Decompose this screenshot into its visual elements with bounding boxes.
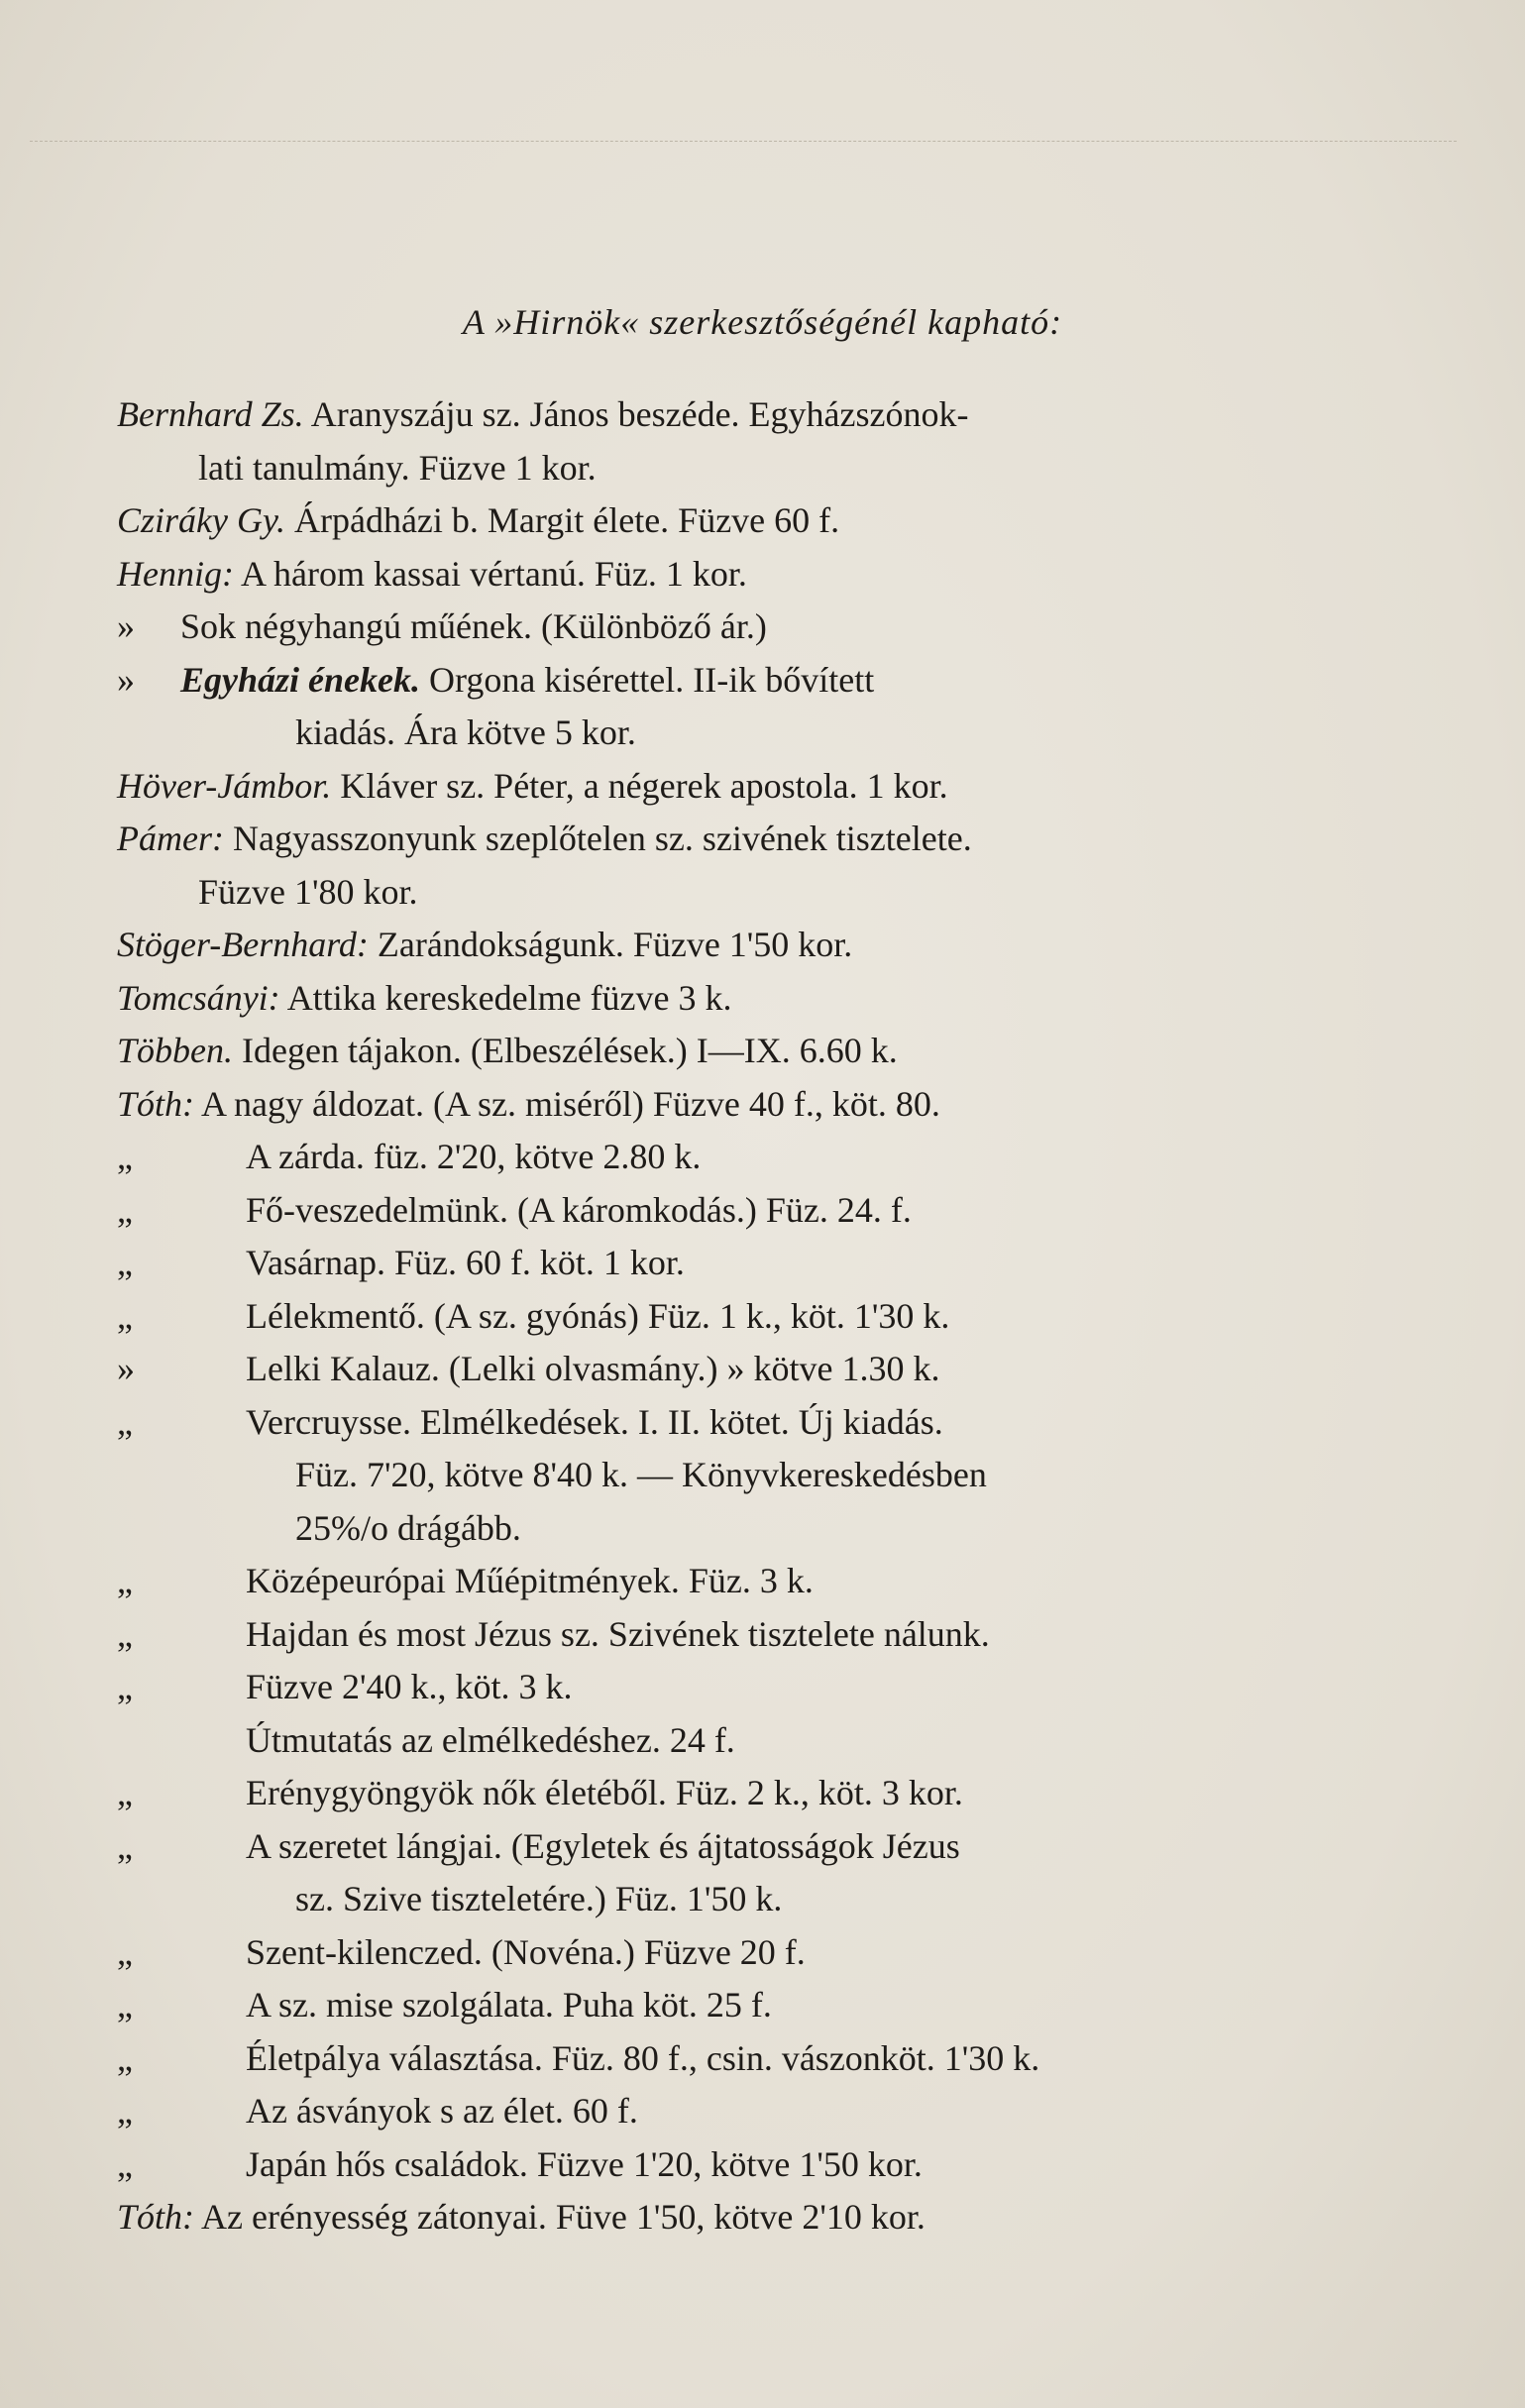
catalog-entry [117,1873,1356,1926]
entry-continuation: Füz. 7'20, kötve 8'40 k. — Könyvkereskedésben [295,1455,987,1494]
entry-text: Nagyasszonyunk szeplőtelen sz. szivének tisztelete. [232,819,972,858]
catalog-entry [117,1555,1356,1608]
catalog-entry [117,972,1356,1026]
entry-continuation: 25%/o drágább. [295,1507,521,1548]
ditto-mark: „ [117,1401,133,1442]
entry-author: Stöger-Bernhard: [117,925,369,964]
entry-text: A szeretet lángjai. (Egyletek és ájtatosságok Jézus [246,1825,960,1866]
entry-text: Japán hős családok. Füzve 1'20, kötve 1'50 kor. [246,2143,923,2184]
ditto-mark: „ [117,1667,133,1706]
ditto-mark: „ [117,1613,133,1654]
entry-text: Útmutatás az elmélkedéshez. 24 f. [246,1719,735,1760]
catalog-entry [117,2032,1356,2086]
catalog-entry [117,494,1356,548]
ditto-mark: „ [117,1243,133,1282]
catalog-entry [117,1449,1356,1502]
entry-text: Aranyszáju sz. János beszéde. Egyházszónok- [310,394,969,434]
catalog-entry [117,1926,1356,1980]
catalog-entry [117,654,1356,708]
catalog-entry [117,601,1356,654]
entry-text: Vasárnap. Füz. 60 f. köt. 1 kor. [246,1243,685,1282]
entry-text: Kláver sz. Péter, a négerek apostola. 1 kor. [340,765,948,806]
entry-text: A zárda. füz. 2'20, kötve 2.80 k. [246,1137,702,1176]
catalog-entry [117,1714,1356,1768]
entry-text: A sz. mise szolgálata. Puha köt. 25 f. [246,1985,772,2025]
catalog-entry [117,1078,1356,1132]
entry-author: Pámer: [117,819,224,858]
entry-continuation: kiadás. Ára kötve 5 kor. [295,712,636,752]
entry-title: Egyházi énekek. [180,659,420,700]
catalog-entry [117,760,1356,814]
catalog-entry [117,2138,1356,2192]
catalog-entry [117,1025,1356,1078]
catalog-entry [117,1502,1356,1556]
ditto-mark: „ [117,2091,133,2131]
entry-text: Hajdan és most Jézus sz. Szivének tisztelete nálunk. [246,1613,990,1654]
entry-text: Árpádházi b. Margit élete. Füzve 60 f. [293,500,840,540]
entry-author: Tóth: [117,2197,195,2237]
entry-text: Fő-veszedelmünk. (A káromkodás.) Füz. 24. f. [246,1189,912,1230]
ditto-mark: „ [117,2037,133,2078]
ditto-mark: „ [117,1985,133,2025]
catalog-entry [117,2191,1356,2244]
entry-author: Többen. [117,1031,233,1070]
ditto-mark: „ [117,1561,133,1600]
catalog-entry [117,1820,1356,1874]
catalog-entry [117,813,1356,866]
ditto-mark: „ [117,1773,133,1812]
catalog-entry [117,1237,1356,1290]
catalog-list [117,388,1356,2244]
catalog-entry [117,1184,1356,1238]
entry-text: Az erényesség zátonyai. Füve 1'50, kötve 2'10 kor. [201,2197,926,2237]
ditto-mark: „ [117,1295,133,1336]
ditto-mark: „ [117,1137,133,1176]
catalog-entry [117,1767,1356,1820]
catalog-entry [117,1290,1356,1344]
ditto-mark: „ [117,2143,133,2184]
entry-continuation: Füzve 1'80 kor. [198,871,418,912]
entry-text: Életpálya választása. Füz. 80 f., csin. vászonköt. 1'30 k. [246,2037,1040,2078]
ditto-mark: „ [117,1931,133,1972]
catalog-entry [117,1343,1356,1396]
entry-author: Höver-Jámbor. [117,765,332,806]
ditto-mark: » [117,659,135,700]
entry-continuation: lati tanulmány. Füzve 1 kor. [198,447,597,488]
entry-author: Bernhard Zs. [117,394,304,434]
entry-text: Lélekmentő. (A sz. gyónás) Füz. 1 k., köt. 1'30 k. [246,1295,950,1336]
entry-text: Szent-kilenczed. (Novéna.) Füzve 20 f. [246,1931,806,1972]
catalog-entry [117,866,1356,920]
ditto-mark: » [117,1349,135,1388]
catalog-entry [117,1131,1356,1184]
entry-text: Orgona kisérettel. II-ik bővített [428,659,875,700]
entry-text: A három kassai vértanú. Füz. 1 kor. [240,553,747,594]
entry-author: Tomcsányi: [117,977,280,1018]
catalog-entry [117,442,1356,495]
ditto-mark: „ [117,1189,133,1230]
entry-author: Cziráky Gy. [117,500,285,540]
catalog-entry [117,1608,1356,1662]
catalog-entry [117,919,1356,972]
entry-text: A nagy áldozat. (A sz. miséről) Füzve 40 f., köt. 80. [201,1083,940,1124]
entry-text: Középeurópai Műépitmények. Füz. 3 k. [246,1561,814,1600]
entry-text: Zarándokságunk. Füzve 1'50 kor. [377,925,853,964]
entry-text: Idegen tájakon. (Elbeszélések.) I—IX. 6.60 k. [242,1031,898,1070]
entry-text: Sok négyhangú műének. (Különböző ár.) [180,606,767,646]
catalog-entry [117,388,1356,442]
catalog-entry [117,707,1356,760]
ditto-mark: „ [117,1825,133,1866]
ditto-mark: » [117,606,135,646]
catalog-entry [117,2085,1356,2138]
entry-text: Az ásványok s az élet. 60 f. [246,2091,638,2131]
entry-text: Füzve 2'40 k., köt. 3 k. [246,1667,573,1706]
entry-text: Lelki Kalauz. (Lelki olvasmány.) » kötve 1.30 k. [246,1349,940,1388]
catalog-entry [117,548,1356,602]
entry-text: Vercruysse. Elmélkedések. I. II. kötet. Új kiadás. [246,1401,943,1442]
entry-author: Hennig: [117,553,234,594]
entry-text: Erénygyöngyök nők életéből. Füz. 2 k., köt. 3 kor. [246,1773,963,1812]
entry-continuation: sz. Szive tiszteletére.) Füz. 1'50 k. [295,1879,783,1918]
page-heading: A »Hirnök« szerkesztőségénél kapható: [462,302,1063,342]
catalog-entry [117,1979,1356,2032]
catalog-entry [117,1661,1356,1714]
entry-author: Tóth: [117,1083,195,1124]
page-edge-line [30,141,1457,142]
catalog-entry [117,1396,1356,1450]
entry-text: Attika kereskedelme füzve 3 k. [286,977,732,1018]
